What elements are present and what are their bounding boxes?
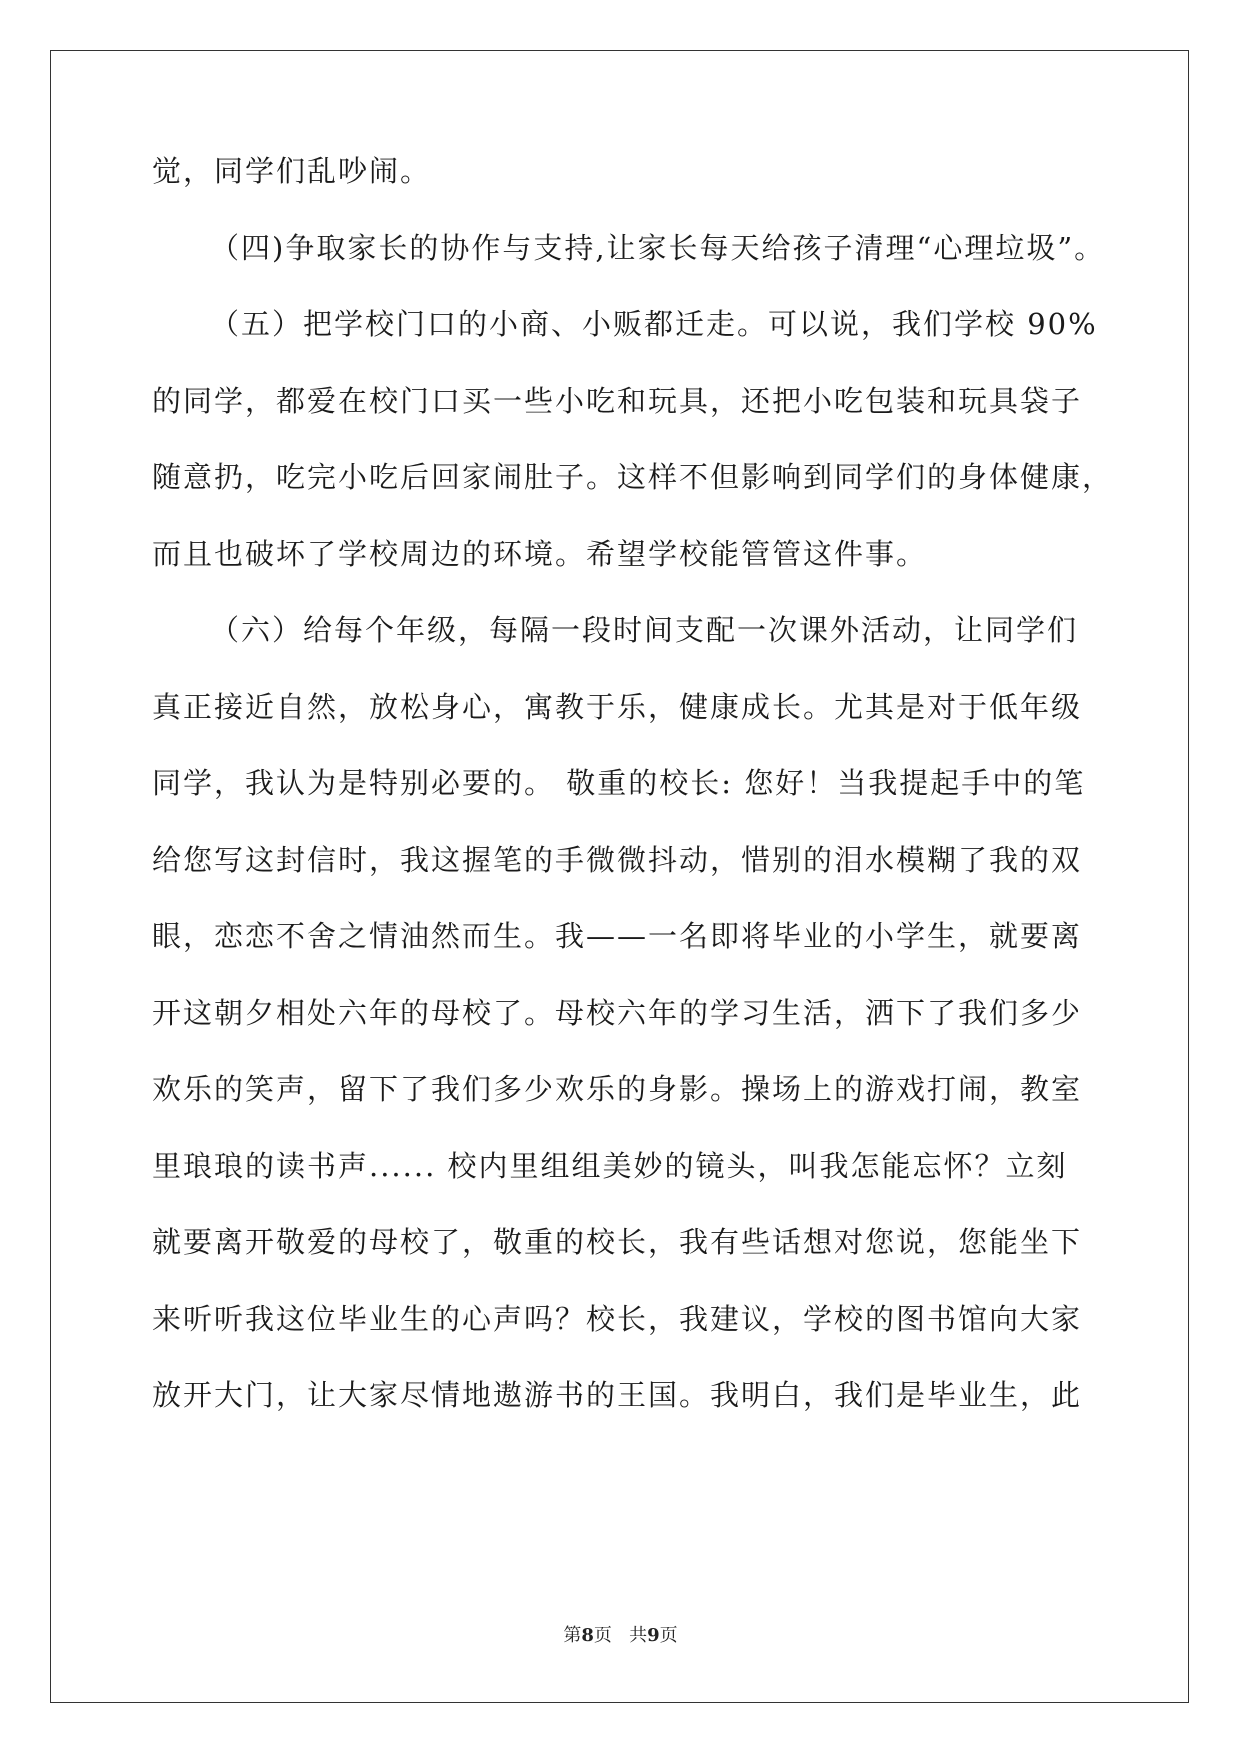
paragraph-line: 眼，恋恋不舍之情油然而生。我——一名即将毕业的小学生，就要离 (152, 919, 1083, 953)
paragraph-line: 放开大门，让大家尽情地遨游书的王国。我明白，我们是毕业生，此 (152, 1378, 1083, 1412)
page-suffix: 页 (593, 1625, 612, 1646)
paragraph-line: （四)争取家长的协作与支持,让家长每天给孩子清理“心理垃圾”。 (210, 231, 1106, 265)
paragraph-line: 而且也破坏了学校周边的环境。希望学校能管管这件事。 (152, 537, 928, 571)
paragraph-line: 给您写这封信时，我这握笔的手微微抖动，惜别的泪水模糊了我的双 (152, 843, 1083, 877)
page-prefix: 第 (563, 1625, 582, 1646)
total-suffix: 页 (659, 1625, 678, 1646)
total-prefix: 共 (629, 1625, 648, 1646)
page-number: 8 (581, 1625, 594, 1646)
paragraph-line: （六）给每个年级，每隔一段时间支配一次课外活动，让同学们 (210, 613, 1079, 647)
page-footer (0, 1624, 1241, 1648)
paragraph-line: 真正接近自然，放松身心，寓教于乐，健康成长。尤其是对于低年级 (152, 690, 1083, 724)
paragraph-line: 里琅琅的读书声...... 校内里组组美妙的镜头，叫我怎能忘怀？立刻 (152, 1149, 1068, 1183)
paragraph-line: （五）把学校门口的小商、小贩都迁走。可以说，我们学校 90% (210, 307, 1098, 341)
paragraph-line: 随意扔，吃完小吃后回家闹肚子。这样不但影响到同学们的身体健康， (152, 460, 1114, 494)
paragraph-line: 开这朝夕相处六年的母校了。母校六年的学习生活，洒下了我们多少 (152, 996, 1083, 1030)
paragraph-line: 欢乐的笑声，留下了我们多少欢乐的身影。操场上的游戏打闹，教室 (152, 1072, 1083, 1106)
paragraph-line: 就要离开敬爱的母校了，敬重的校长，我有些话想对您说，您能坐下 (152, 1225, 1083, 1259)
total-pages: 9 (647, 1625, 660, 1646)
paragraph-line: 同学，我认为是特别必要的。 敬重的校长: 您好！当我提起手中的笔 (152, 766, 1086, 800)
paragraph-line: 的同学，都爱在校门口买一些小吃和玩具，还把小吃包装和玩具袋子 (152, 384, 1083, 418)
paragraph-line: 觉，同学们乱吵闹。 (152, 154, 432, 188)
paragraph-line: 来听听我这位毕业生的心声吗？校长，我建议，学校的图书馆向大家 (152, 1302, 1083, 1336)
